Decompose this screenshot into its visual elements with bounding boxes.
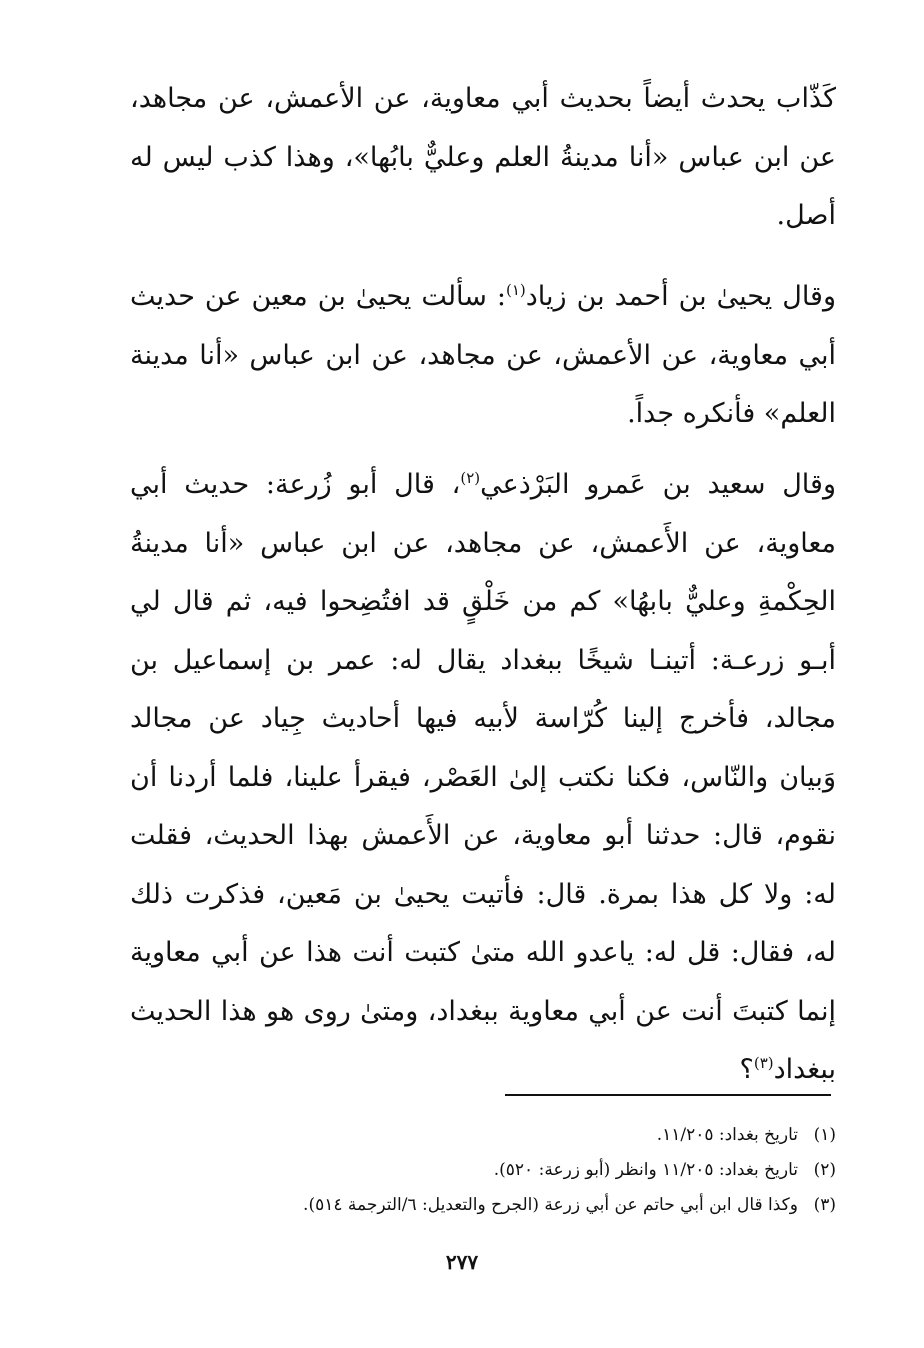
paragraph-3-body: ، قال أبو زُرعة: حديث أبي معاوية، عن الأَعمش، عن مجاهد، عن ابن عباس «أنا مدينةُ الحِكْمةِ وعليٌّ بابهُا» كم من خَلْقٍ قد افتُضِحوا فيه، ثم قال لي أبـو زرعـة: أتينـا شيخًا ببغداد يقال له: عمر بن إسماعيل بن مجالد، فأخرج إلينا كُرّاسة لأبيه فيها أحاديث جِياد عن مجالد وَبيان والنّاس، فكنا نكتب إلىٰ العَصْر، فيقرأ علينا، فلما أردنا أن نقوم، قال: حدثنا أبو معاوية، عن الأَعمش بهذا الحديث، فقلت له: ولا كل هذا بمرة. قال: فأتيت يحيىٰ بن مَعين، فذكرت ذلك له، فقال: قل له: ياعدو الله متىٰ كتبت أنت هذا عن أبي معاوية إنما كتبتَ أنت عن أبي معاوية ببغداد، ومتىٰ روى هو هذا الحديث ببغداد [130, 469, 836, 1085]
paragraph-3-end: ؟ [739, 1054, 754, 1085]
paragraph-1: كَذّاب يحدث أيضاً بحديث أبي معاوية، عن الأعمش، عن مجاهد، عن ابن عباس «أنا مدينةُ العلم وعليٌّ بابُها»، وهذا كذب ليس له أصل. [130, 83, 836, 231]
footnotes-list [100, 1118, 836, 1223]
paragraph-3-opening: وقال سعيد بن عَمرو البَرْذعي [480, 469, 836, 500]
footnote-ref-3[interactable]: (٣) [753, 1054, 774, 1072]
footnote-item [100, 1118, 836, 1153]
footnote-ref-2[interactable]: (٢) [460, 469, 481, 487]
paragraph-2-opening: وقال يحيىٰ بن أحمد بن زياد [525, 281, 836, 312]
paragraph-3 [130, 456, 836, 1100]
footnote-ref-1[interactable]: (١) [506, 281, 526, 299]
footnote-text: تاريخ بغداد: ١١/٢٠٥ وانظر (أبو زرعة: ٥٢٠). [493, 1160, 798, 1180]
footnote-text: وكذا قال ابن أبي حاتم عن أبي زرعة (الجرح والتعديل: ٦/الترجمة ٥١٤). [303, 1195, 798, 1215]
footnote-text: تاريخ بغداد: ١١/٢٠٥. [656, 1125, 798, 1145]
page-number: ٢٧٧ [445, 1250, 479, 1274]
footnote-number: (٢) [813, 1160, 836, 1180]
footnote-item [100, 1188, 836, 1223]
paragraph-2 [130, 268, 836, 444]
footnote-separator [505, 1094, 831, 1096]
footnote-number: (٣) [813, 1195, 836, 1215]
footnote-item [100, 1153, 836, 1188]
paragraph-2-body: : سألت يحيىٰ بن معين عن حديث أبي معاوية، عن الأعمش، عن مجاهد، عن ابن عباس «أنا مدينة العلم» فأنكره جداً. [130, 281, 836, 429]
footnote-number: (١) [813, 1125, 836, 1145]
